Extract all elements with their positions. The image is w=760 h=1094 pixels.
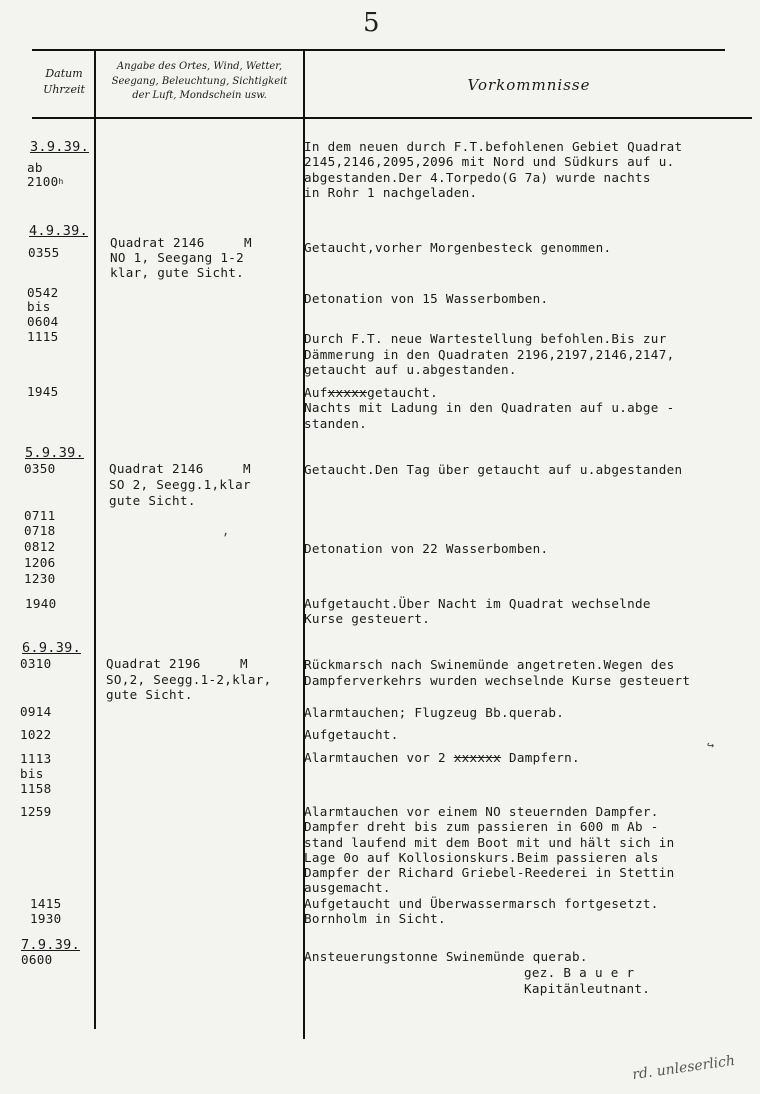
date-entry: 6.9.39. — [22, 640, 81, 656]
event-line: Ansteuerungstonne Swinemünde querab. — [304, 949, 588, 964]
header-angabe-line3: der Luft, Mondschein usw. — [132, 90, 267, 101]
page-number: 5 — [363, 8, 380, 38]
event-line: Dampferverkehrs wurden wechselnde Kurse gesteuert — [304, 673, 691, 688]
header-datum-line2: Uhrzeit — [43, 83, 85, 96]
pencil-mark-icon: ↪ — [707, 738, 715, 752]
event-text: Alarmtauchen vor 2 — [304, 750, 454, 765]
time-entry: 0355 — [28, 245, 60, 260]
event-line: getaucht auf u.abgestanden. — [304, 362, 517, 377]
event-line: Rückmarsch nach Swinemünde angetreten.Wegen des — [304, 657, 675, 672]
time-entry: 1230 — [24, 571, 56, 586]
time-entry: 0542 — [27, 285, 59, 300]
place-entry: gute Sicht. — [106, 687, 193, 702]
event-line: Dämmerung in den Quadraten 2196,2197,2146,2147, — [304, 347, 675, 362]
top-rule — [32, 49, 725, 51]
time-entry: bis — [27, 299, 51, 314]
event-line: Detonation von 15 Wasserbomben. — [304, 291, 549, 306]
header-datum-line1: Datum — [45, 67, 83, 80]
place-entry: SO,2, Seegg.1-2,klar, — [106, 672, 272, 687]
time-entry: 1259 — [20, 804, 52, 819]
struck-out-text: xxxxxx — [453, 750, 502, 765]
event-line: standen. — [304, 416, 368, 431]
time-entry: 0812 — [24, 539, 56, 554]
event-line: Kurse gesteuert. — [304, 611, 431, 626]
time-entry — [27, 175, 64, 189]
event-line — [304, 386, 438, 400]
event-line: 2145,2146,2095,2096 mit Nord und Südkurs auf u. — [304, 154, 675, 169]
time-entry: 1022 — [20, 727, 52, 742]
time-superscript: h — [58, 177, 64, 186]
place-entry: Quadrat 2196 M — [106, 656, 248, 671]
event-line: abgestanden.Der 4.Torpedo(G 7a) wurde nachts — [304, 170, 651, 185]
header-vorkommnisse: Vorkommnisse — [467, 76, 591, 94]
time-entry: 0350 — [24, 461, 56, 476]
event-line: in Rohr 1 nachgeladen. — [304, 185, 478, 200]
time-entry: 1158 — [20, 781, 52, 796]
place-entry: Quadrat 2146 M — [110, 235, 252, 250]
time-entry: 0914 — [20, 704, 52, 719]
event-text: Auf — [304, 385, 328, 400]
time-entry: 1115 — [27, 329, 59, 344]
event-line: Aufgetaucht.Über Nacht im Quadrat wechselnde — [304, 596, 651, 611]
time-entry: 0604 — [27, 314, 59, 329]
struck-out-text: xxxxx — [327, 385, 368, 400]
event-line: Alarmtauchen vor einem NO steuernden Dampfer. — [304, 804, 659, 819]
time-entry: 1930 — [30, 911, 62, 926]
event-line: Dampfer dreht bis zum passieren in 600 m Ab - — [304, 819, 659, 834]
event-line: Bornholm in Sicht. — [304, 911, 446, 926]
signature-name: gez. B a u e r — [524, 965, 635, 980]
pencil-tick-icon: , — [222, 524, 230, 538]
event-line: Aufgetaucht. — [304, 727, 399, 742]
place-entry: Quadrat 2146 M — [109, 461, 251, 476]
place-entry: NO 1, Seegang 1-2 — [110, 250, 244, 265]
event-line — [304, 751, 580, 765]
header-angabe — [98, 60, 301, 104]
date-entry: 3.9.39. — [30, 139, 89, 155]
event-text: Dampfern. — [501, 750, 580, 765]
time-entry: 1415 — [30, 896, 62, 911]
event-line: Alarmtauchen; Flugzeug Bb.querab. — [304, 705, 565, 720]
time-entry: 1113 — [20, 751, 52, 766]
place-entry: gute Sicht. — [109, 493, 196, 508]
event-line: Getaucht,vorher Morgenbesteck genommen. — [304, 240, 612, 255]
header-angabe-line1: Angabe des Ortes, Wind, Wetter, — [116, 61, 283, 72]
header-datum — [36, 66, 92, 98]
column-divider-1 — [94, 49, 96, 1029]
event-line: Dampfer der Richard Griebel-Reederei in Stettin — [304, 865, 675, 880]
time-entry: 0600 — [21, 952, 53, 967]
event-line: Aufgetaucht und Überwassermarsch fortgesetzt. — [304, 896, 659, 911]
event-line: Durch F.T. neue Wartestellung befohlen.Bis zur — [304, 331, 667, 346]
event-line: stand laufend mit dem Boot mit und hält sich in — [304, 835, 675, 850]
handwritten-note: rd. unleserlich — [631, 1052, 736, 1084]
time-value: 2100 — [27, 174, 59, 189]
time-entry: bis — [20, 766, 44, 781]
time-entry: 0310 — [20, 656, 52, 671]
event-line: Detonation von 22 Wasserbomben. — [304, 541, 549, 556]
place-entry: SO 2, Seegg.1,klar — [109, 477, 251, 492]
date-entry: 7.9.39. — [21, 937, 80, 953]
event-line: Nachts mit Ladung in den Quadraten auf u.abge - — [304, 400, 675, 415]
date-entry: 4.9.39. — [29, 223, 88, 239]
event-line: Getaucht.Den Tag über getaucht auf u.abgestanden — [304, 462, 683, 477]
event-text: getaucht. — [367, 385, 439, 400]
time-entry: ab — [27, 160, 43, 175]
header-rule — [32, 117, 752, 119]
time-entry: 0718 — [24, 523, 56, 538]
header-angabe-line2: Seegang, Beleuchtung, Sichtigkeit — [111, 75, 288, 87]
event-line: In dem neuen durch F.T.befohlenen Gebiet Quadrat — [304, 139, 683, 154]
signature-rank: Kapitänleutnant. — [524, 981, 651, 996]
time-entry: 0711 — [24, 508, 56, 523]
event-line: Lage 0o auf Kollosionskurs.Beim passieren als — [304, 850, 659, 865]
event-line: ausgemacht. — [304, 880, 391, 895]
time-entry: 1206 — [24, 555, 56, 570]
place-entry: klar, gute Sicht. — [110, 265, 244, 280]
time-entry: 1945 — [27, 384, 59, 399]
date-entry: 5.9.39. — [25, 445, 84, 461]
time-entry: 1940 — [25, 596, 57, 611]
